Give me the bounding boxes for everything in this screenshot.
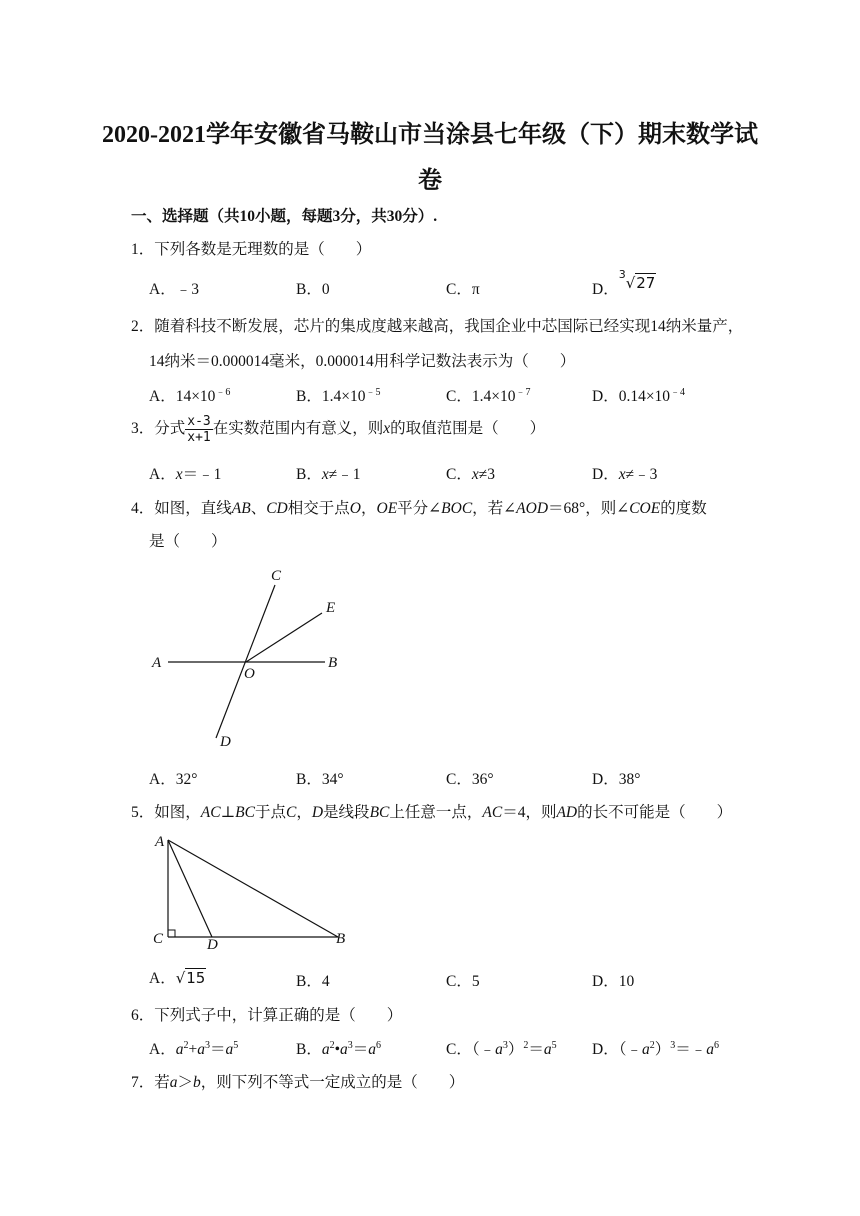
page-title: 2020-2021学年安徽省马鞍山市当涂县七年级（下）期末数学试	[102, 122, 758, 148]
q4-figure	[140, 560, 360, 755]
q3-option-d: D．x≠﹣3	[592, 466, 658, 483]
q4-option-b: B．34°	[296, 771, 344, 788]
q2-option-d: D．$0.14\times 10^{﹣4}$	[592, 387, 686, 405]
label-d: D	[207, 937, 218, 953]
section-heading: 一、选择题（共10小题，每题3分，共30分）.	[131, 208, 438, 225]
label-b: B	[328, 655, 338, 671]
q6-stem: 6．下列式子中，计算正确的是（ ）	[131, 1007, 403, 1024]
q5-option-a: A．√15	[149, 969, 206, 987]
q3-option-c: C．x≠3	[446, 466, 495, 483]
fraction: $\frac{x-3}{x+1}$	[187, 414, 211, 445]
q2-line2: 14纳米＝0.000014毫米，0.000014用科学记数法表示为（ ）	[149, 353, 576, 370]
q4-option-a: A．32°	[149, 771, 198, 788]
q3-stem: 3．分式 $\frac{x-3}{x+1}$ 在实数范围内有意义，则x的取值范围是（ ）	[131, 414, 546, 445]
q5-option-d: D．10	[592, 973, 635, 990]
ray-oe	[246, 613, 322, 662]
label-c: C	[271, 568, 282, 584]
q7-stem: 7．若a＞b，则下列不等式一定成立的是（ ）	[131, 1074, 465, 1091]
q6-option-b: B．$a^2•a^3=a^6$	[296, 1040, 382, 1058]
segment-ab	[168, 840, 338, 937]
q4-stem-line2: 是（ ）	[149, 533, 227, 550]
q1-option-c: C．π	[446, 281, 480, 298]
q6-option-a: A．$a^2+a^3=a^5$	[149, 1040, 239, 1058]
label-c: C	[153, 931, 164, 947]
q3-option-a: A．x＝﹣1	[149, 466, 222, 483]
q1-option-b: B．0	[296, 281, 330, 298]
label-o: O	[244, 666, 255, 682]
q2-option-c: C．$1.4\times 10^{﹣7}$	[446, 387, 531, 405]
label-b: B	[336, 931, 346, 947]
label-a: A	[152, 655, 162, 671]
label-d: D	[220, 734, 231, 750]
q1-stem: 1．下列各数是无理数的是（ ）	[131, 241, 372, 258]
q1-option-d: D．$^3$√27	[592, 268, 656, 298]
page-title-cont: 卷	[418, 168, 442, 194]
q2-line1: 2．随着科技不断发展，芯片的集成度越来越高，我国企业中芯国际已经实现14纳米量产，	[131, 318, 744, 335]
q2-option-b: B．$1.4\times 10^{﹣5}$	[296, 387, 381, 405]
q6-option-d: D．$(﹣a^2)^3=﹣a^6$	[592, 1040, 719, 1058]
q6-option-c: C．$(﹣a^3)^2=a^5$	[446, 1040, 557, 1058]
q5-figure	[145, 828, 365, 953]
q5-stem: 5．如图，AC⊥BC于点C，D是线段BC上任意一点，AC＝4，则AD的长不可能是（ ）	[131, 804, 733, 821]
q2-option-a: A．$14\times 10^{﹣6}$	[149, 387, 231, 405]
q4-option-d: D．38°	[592, 771, 641, 788]
q4-option-c: C．36°	[446, 771, 494, 788]
label-e: E	[326, 600, 336, 616]
label-a: A	[155, 834, 165, 850]
segment-ad	[168, 840, 212, 937]
q4-stem-line1: 4．如图，直线AB、CD相交于点O，OE平分∠BOC，若∠AOD＝68°，则∠COE的度数	[131, 500, 707, 517]
q3-option-b: B．x≠﹣1	[296, 466, 361, 483]
q5-option-b: B．4	[296, 973, 330, 990]
right-angle-mark	[168, 930, 175, 937]
q1-option-a: A．﹣3	[149, 281, 199, 298]
q5-option-c: C．5	[446, 973, 480, 990]
